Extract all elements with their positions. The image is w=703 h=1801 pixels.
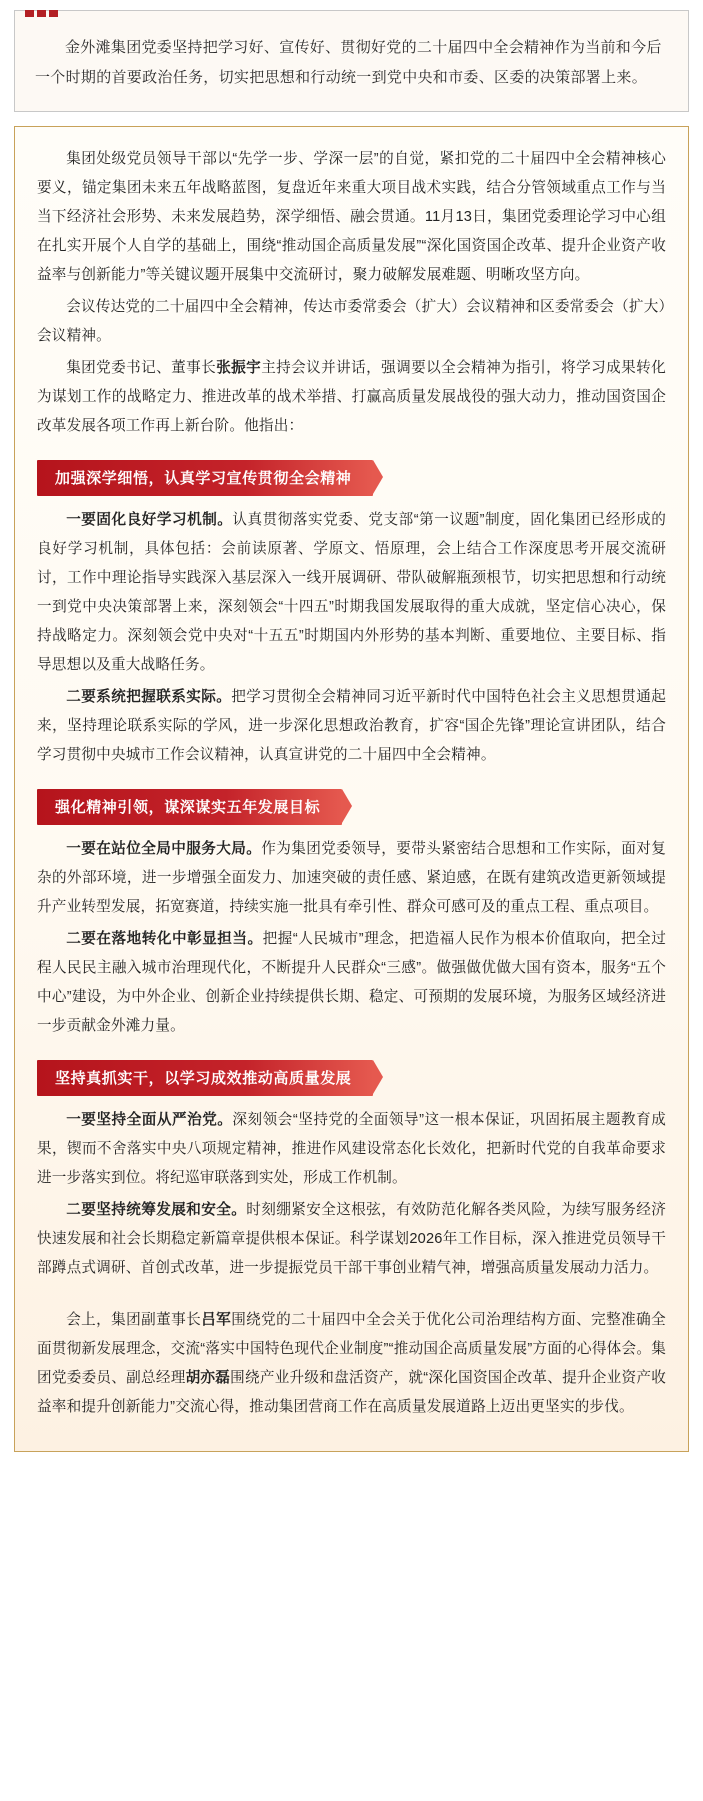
section-2-paragraph-2 <box>37 925 666 1041</box>
para-lead-label: 二要系统把握联系实际。 <box>66 689 232 705</box>
section-3-paragraph-1 <box>37 1106 666 1193</box>
para-lead-label: 一要在站位全局中服务大局。 <box>66 841 262 857</box>
lead-paragraph: 金外滩集团党委坚持把学习好、宣传好、贯彻好党的二十届四中全会精神作为当前和今后一个时期的首要政治任务，切实把思想和行动统一到党中央和市委、区委的决策部署上来。 <box>35 39 662 86</box>
para-text: 把握“人民城市”理念，把造福人民作为根本价值取向，把全过程人民民主融入城市治理现代化，不断提升人民群众“三感”。做强做优做大国有资本，服务“五个中心”建设，为中外企业、创新企业持续提供长期、稳定、可预期的发展环境，为服务区域经济进一步贡献金外滩力量。 <box>37 931 667 1034</box>
closing-mid: 围绕党的二十届四中全会关于优化公司治理结构方面、完整准确全面贯彻新发展理念，交流“落实中国特色现代企业制度”“推动国企高质量发展”方面的心得体会。集团党委委员、副总经理 <box>37 1312 666 1386</box>
intro-p3-pre: 集团党委书记、董事长 <box>66 360 217 376</box>
section-spacer <box>37 1286 666 1306</box>
person-name-zhang: 张振宇 <box>216 360 262 376</box>
section-banner-2: 强化精神引领，谋深谋实五年发展目标 <box>37 789 342 825</box>
lead-highlight-block <box>14 10 689 112</box>
para-text: 作为集团党委领导，要带头紧密结合思想和工作实际，面对复杂的外部环境，进一步增强全面发力、加速突破的责任感、紧迫感，在既有建筑改造更新领域提升产业转型发展，拓宽赛道，持续实施一批具有牵引性、群众可感可及的重点工程、重点项目。 <box>37 841 667 915</box>
para-text: 时刻绷紧安全这根弦，有效防范化解各类风险，为续写服务经济快速发展和社会长期稳定新篇章提供根本保证。科学谋划2026年工作目标，深入推进党员领导干部蹲点式调研、首创式改革，进一步提振党员干部干事创业精气神，增强高质量发展动力活力。 <box>37 1202 667 1276</box>
section-3-paragraph-2 <box>37 1196 666 1283</box>
section-banner-3: 坚持真抓实干，以学习成效推动高质量发展 <box>37 1060 373 1096</box>
decorative-dots <box>25 10 58 17</box>
closing-pre: 会上，集团副董事长 <box>66 1312 202 1328</box>
dot-icon <box>25 10 34 17</box>
para-lead-label: 一要坚持全面从严治党。 <box>66 1112 233 1128</box>
section-banner-1: 加强深学细悟，认真学习宣传贯彻全会精神 <box>37 460 373 496</box>
intro-paragraph-1: 集团处级党员领导干部以“先学一步、学深一层”的自觉，紧扣党的二十届四中全会精神核心要义，锚定集团未来五年战略蓝图，复盘近年来重大项目战术实践，结合分管领域重点工作与当当下经济社会形势、未来发展趋势，深学细悟、融会贯通。11月13日，集团党委理论学习中心组在扎实开展个人自学的基础上，围绕“推动国企高质量发展”“深化国资国企改革、提升企业资产收益率与创新能力”等关键议题开展集中交流研讨，聚力破解发展难题、明晰攻坚方向。 <box>37 151 666 283</box>
para-text: 认真贯彻落实党委、党支部“第一议题”制度，固化集团已经形成的良好学习机制，具体包括：会前读原著、学原文、悟原理，会上结合工作深度思考开展交流研讨，工作中理论指导实践深入基层深入一线开展调研、带队破解瓶颈根节，切实把思想和行动统一到党中央决策部署上来，深刻领会“十四五”时期我国发展取得的重大成就，坚定信心决心，保持战略定力。深刻领会党中央对“十五五”时期国内外形势的基本判断、重要地位、主要目标、指导思想以及重大战略任务。 <box>37 512 666 673</box>
dot-icon <box>37 10 46 17</box>
closing-post: 围绕产业升级和盘活资产，就“深化国资国企改革、提升企业资产收益率和提升创新能力”交流心得，推动集团营商工作在高质量发展道路上迈出更坚实的步伐。 <box>37 1370 666 1415</box>
section-1-paragraph-1 <box>37 506 666 680</box>
person-name-lv: 吕军 <box>201 1312 232 1328</box>
intro-paragraph-3 <box>37 354 666 441</box>
para-text: 把学习贯彻全会精神同习近平新时代中国特色社会主义思想贯通起来，坚持理论联系实际的学风，进一步深化思想政治教育，扩容“国企先锋”理论宣讲团队，结合学习贯彻中央城市工作会议精神，认真宣讲党的二十届四中全会精神。 <box>37 689 667 763</box>
para-text: 深刻领会“坚持党的全面领导”这一根本保证，巩固拓展主题教育成果，锲而不舍落实中央八项规定精神，推进作风建设常态化长效化，把新时代党的自我革命要求进一步落实到位。将纪巡审联落到实处，形成工作机制。 <box>37 1112 666 1186</box>
para-lead-label: 二要坚持统筹发展和安全。 <box>66 1202 247 1218</box>
person-name-hu: 胡亦磊 <box>185 1370 231 1386</box>
section-1-paragraph-2 <box>37 683 666 770</box>
intro-paragraph-2: 会议传达党的二十届四中全会精神，传达市委常委会（扩大）会议精神和区委常委会（扩大）会议精神。 <box>37 299 666 344</box>
para-lead-label: 二要在落地转化中彰显担当。 <box>66 931 263 947</box>
para-lead-label: 一要固化良好学习机制。 <box>66 512 233 528</box>
article-body <box>14 126 689 1452</box>
section-2-paragraph-1 <box>37 835 666 922</box>
dot-icon <box>49 10 58 17</box>
intro-p3-post: 主持会议并讲话，强调要以全会精神为指引，将学习成果转化为谋划工作的战略定力、推进改革的战术举措、打赢高质量发展战役的强大动力，推动国资国企改革发展各项工作再上新台阶。他指出： <box>37 360 666 434</box>
closing-paragraph <box>37 1306 666 1422</box>
